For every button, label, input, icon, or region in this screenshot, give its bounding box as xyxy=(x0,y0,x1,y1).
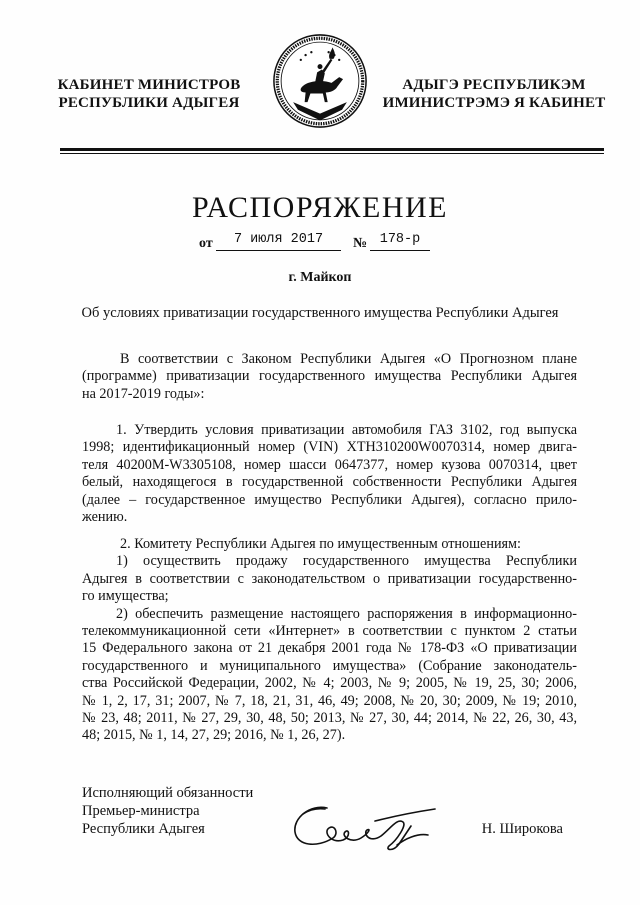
handwritten-signature xyxy=(285,800,440,855)
date-underline xyxy=(216,250,341,251)
body-line: ства Российской Федерации, 2002, № 4; 2003, № 9; 2005, № 19, 25, 30; 2006, xyxy=(82,675,577,692)
body-line: 1) осуществить продажу государственного имущества Республики xyxy=(116,553,577,570)
body-line: го имущества; xyxy=(82,588,169,605)
document-subject: Об условиях приватизации государственного имущества Республики Адыгея xyxy=(81,305,559,321)
body-line: государственного и муниципального имущества» (Собрание законодатель- xyxy=(82,657,577,674)
signatory-position-line3: Республики Адыгея xyxy=(82,821,205,837)
header-divider-thick xyxy=(60,148,604,151)
body-line: 1. Утвердить условия приватизации автомобиля ГАЗ 3102, год выпуска xyxy=(116,422,577,438)
signatory-position-line2: Премьер-министра xyxy=(82,803,200,819)
body-line: № 23, 48; 2011, № 27, 29, 30, 48, 50; 2013, № 27, 30, 44; 2014, № 22, 26, 30, 43, xyxy=(82,709,577,726)
document-city: г. Майкоп xyxy=(288,270,352,285)
body-line: теля 40200M-W3305108, номер шасси 0647377, номер кузова 0070314, цвет xyxy=(82,456,577,473)
header-right xyxy=(380,76,608,112)
body-line: 2) обеспечить размещение настоящего распоряжения в информационно- xyxy=(116,605,577,622)
body-line: жению. xyxy=(82,508,128,525)
body-line: 15 Федерального закона от 21 декабря 2001 года № 178-ФЗ «О приватизации xyxy=(82,640,577,657)
body-line: (программе) приватизации государственного имущества Республики Адыгея xyxy=(82,368,577,385)
header-right-line2: ИМИНИСТРЭМЭ Я КАБИНЕТ xyxy=(382,95,606,111)
body-line: на 2017-2019 годы»: xyxy=(82,385,205,402)
paragraph-item-1 xyxy=(82,422,577,526)
body-line: (далее – государственное имущество Республики Адыгея), согласно прило- xyxy=(82,491,577,508)
signatory-name: Н. Широкова xyxy=(481,821,563,837)
header-left-line2: РЕСПУБЛИКИ АДЫГЕЯ xyxy=(58,95,240,111)
document-type: РАСПОРЯЖЕНИЕ xyxy=(191,191,449,224)
paragraph-intro xyxy=(82,351,577,403)
header-right-line1: АДЫГЭ РЕСПУБЛИКЭМ xyxy=(402,77,586,93)
date-prefix: от xyxy=(199,236,213,251)
body-line: № 1, 2, 17, 31; 2007, № 7, 18, 21, 31, 46, 49; 2008, № 20, 30; 2009, № 19; 2010, xyxy=(82,692,577,709)
signatory-position xyxy=(82,784,253,838)
paragraph-item-2 xyxy=(82,536,577,745)
document-date: 7 июля 2017 xyxy=(233,232,324,247)
signatory-position-line1: Исполняющий обязанности xyxy=(82,785,254,801)
header-left xyxy=(40,76,258,112)
header-divider-thin xyxy=(60,153,604,154)
number-prefix: № xyxy=(353,236,368,251)
document-number: 178-р xyxy=(379,232,421,247)
body-line: белый, находящегося в государственной собственности Республики Адыгея xyxy=(82,474,577,491)
body-line: В соответствии с Законом Республики Адыгея «О Прогнозном плане xyxy=(120,351,577,367)
body-line: 2. Комитету Республики Адыгея по имущественным отношениям: xyxy=(120,536,521,552)
header-left-line1: КАБИНЕТ МИНИСТРОВ xyxy=(57,77,241,93)
body-line: телекоммуникационной сети «Интернет» в соответствии с пунктом 2 статьи xyxy=(82,622,577,639)
body-line: 48; 2015, № 1, 14, 27, 29; 2016, № 1, 26, 27). xyxy=(82,727,346,744)
coat-of-arms-emblem xyxy=(272,33,368,129)
body-line: 1998; идентификационный номер (VIN) XTH310200W0070314, номер двига- xyxy=(82,439,577,456)
body-line: Адыгея в соответствии с законодательством о приватизации государственно- xyxy=(82,570,577,587)
number-underline xyxy=(370,250,430,251)
